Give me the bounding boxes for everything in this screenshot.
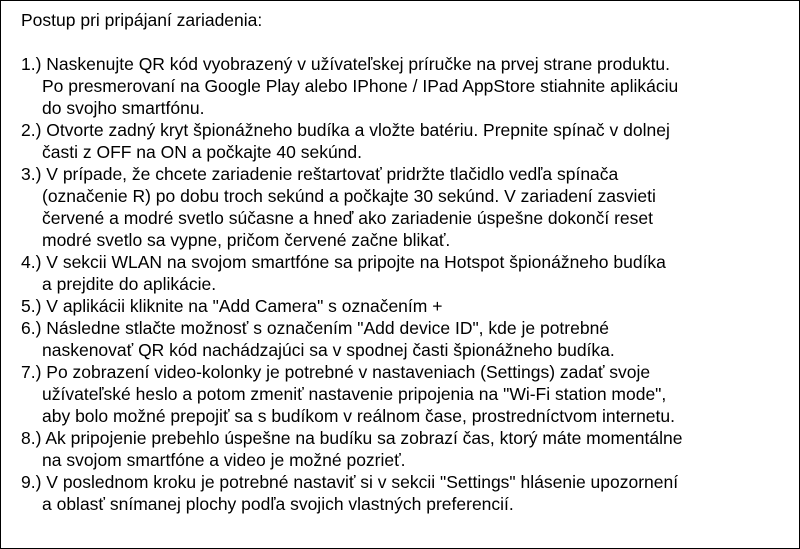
step-text-line: 3.) V prípade, že chcete zariadenie reštartovať pridržte tlačidlo vedľa spínača (21, 164, 619, 184)
step-text-line: 9.) V poslednom kroku je potrebné nastaviť si v sekcii "Settings" hlásenie upozornení (21, 472, 679, 492)
step-text-line: 7.) Po zobrazení video-kolonky je potrebné v nastaveniach (Settings) zadať svoje (21, 362, 651, 382)
step-continuation-line: aby bolo možné prepojiť sa s budíkom v reálnom čase, prostredníctvom internetu. (42, 406, 675, 426)
step-text-line: 4.) V sekcii WLAN na svojom smartfóne sa pripojte na Hotspot špionážneho budíka (21, 252, 666, 272)
step-continuation-line: do svojho smartfónu. (42, 98, 205, 118)
step-continuation-line: a prejdite do aplikácie. (42, 274, 217, 294)
step-text-line: 5.) V aplikácii kliknite na "Add Camera" s označením + (21, 296, 443, 316)
step-continuation-line: časti z OFF na ON a počkajte 40 sekúnd. (42, 142, 363, 162)
step-1 (21, 53, 791, 119)
step-continuation-line: a oblasť snímanej plochy podľa svojich vlastných preferencií. (42, 494, 514, 514)
steps-list (21, 53, 791, 515)
step-9 (21, 471, 791, 515)
step-4 (21, 251, 791, 295)
step-text-line: 1.) Naskenujte QR kód vyobrazený v užívateľskej príručke na prvej strane produktu. (21, 54, 671, 74)
step-2 (21, 119, 791, 163)
step-continuation-line: na svojom smartfóne a video je možné pozrieť. (42, 450, 406, 470)
blank-line (21, 31, 791, 53)
step-continuation-line: červené a modré svetlo súčasne a hneď ako zariadenie úspešne dokončí reset (42, 208, 653, 228)
step-3 (21, 163, 791, 251)
step-6 (21, 317, 791, 361)
step-continuation-line: Po presmerovaní na Google Play alebo IPhone / IPad AppStore stiahnite aplikáciu (42, 76, 679, 96)
step-8 (21, 427, 791, 471)
step-continuation-line: naskenovať QR kód nachádzajúci sa v spodnej časti špionážneho budíka. (42, 340, 615, 360)
instructions-document (21, 9, 791, 515)
step-text-line: 6.) Následne stlačte možnosť s označením "Add device ID", kde je potrebné (21, 318, 610, 338)
step-continuation-line: užívateľské heslo a potom zmeniť nastavenie pripojenia na "Wi-Fi station mode", (42, 384, 667, 404)
step-text-line: 8.) Ak pripojenie prebehlo úspešne na budíku sa zobrazí čas, ktorý máte momentálne (21, 428, 683, 448)
step-text-line: 2.) Otvorte zadný kryt špionážneho budíka a vložte batériu. Prepnite spínač v dolnej (21, 120, 670, 140)
step-7 (21, 361, 791, 427)
step-continuation-line: (označenie R) po dobu troch sekúnd a počkajte 30 sekúnd. V zariadení zasvieti (42, 186, 656, 206)
document-title: Postup pri pripájaní zariadenia: (21, 10, 263, 30)
step-5 (21, 295, 791, 317)
step-continuation-line: modré svetlo sa vypne, pričom červené začne blikať. (42, 230, 451, 250)
